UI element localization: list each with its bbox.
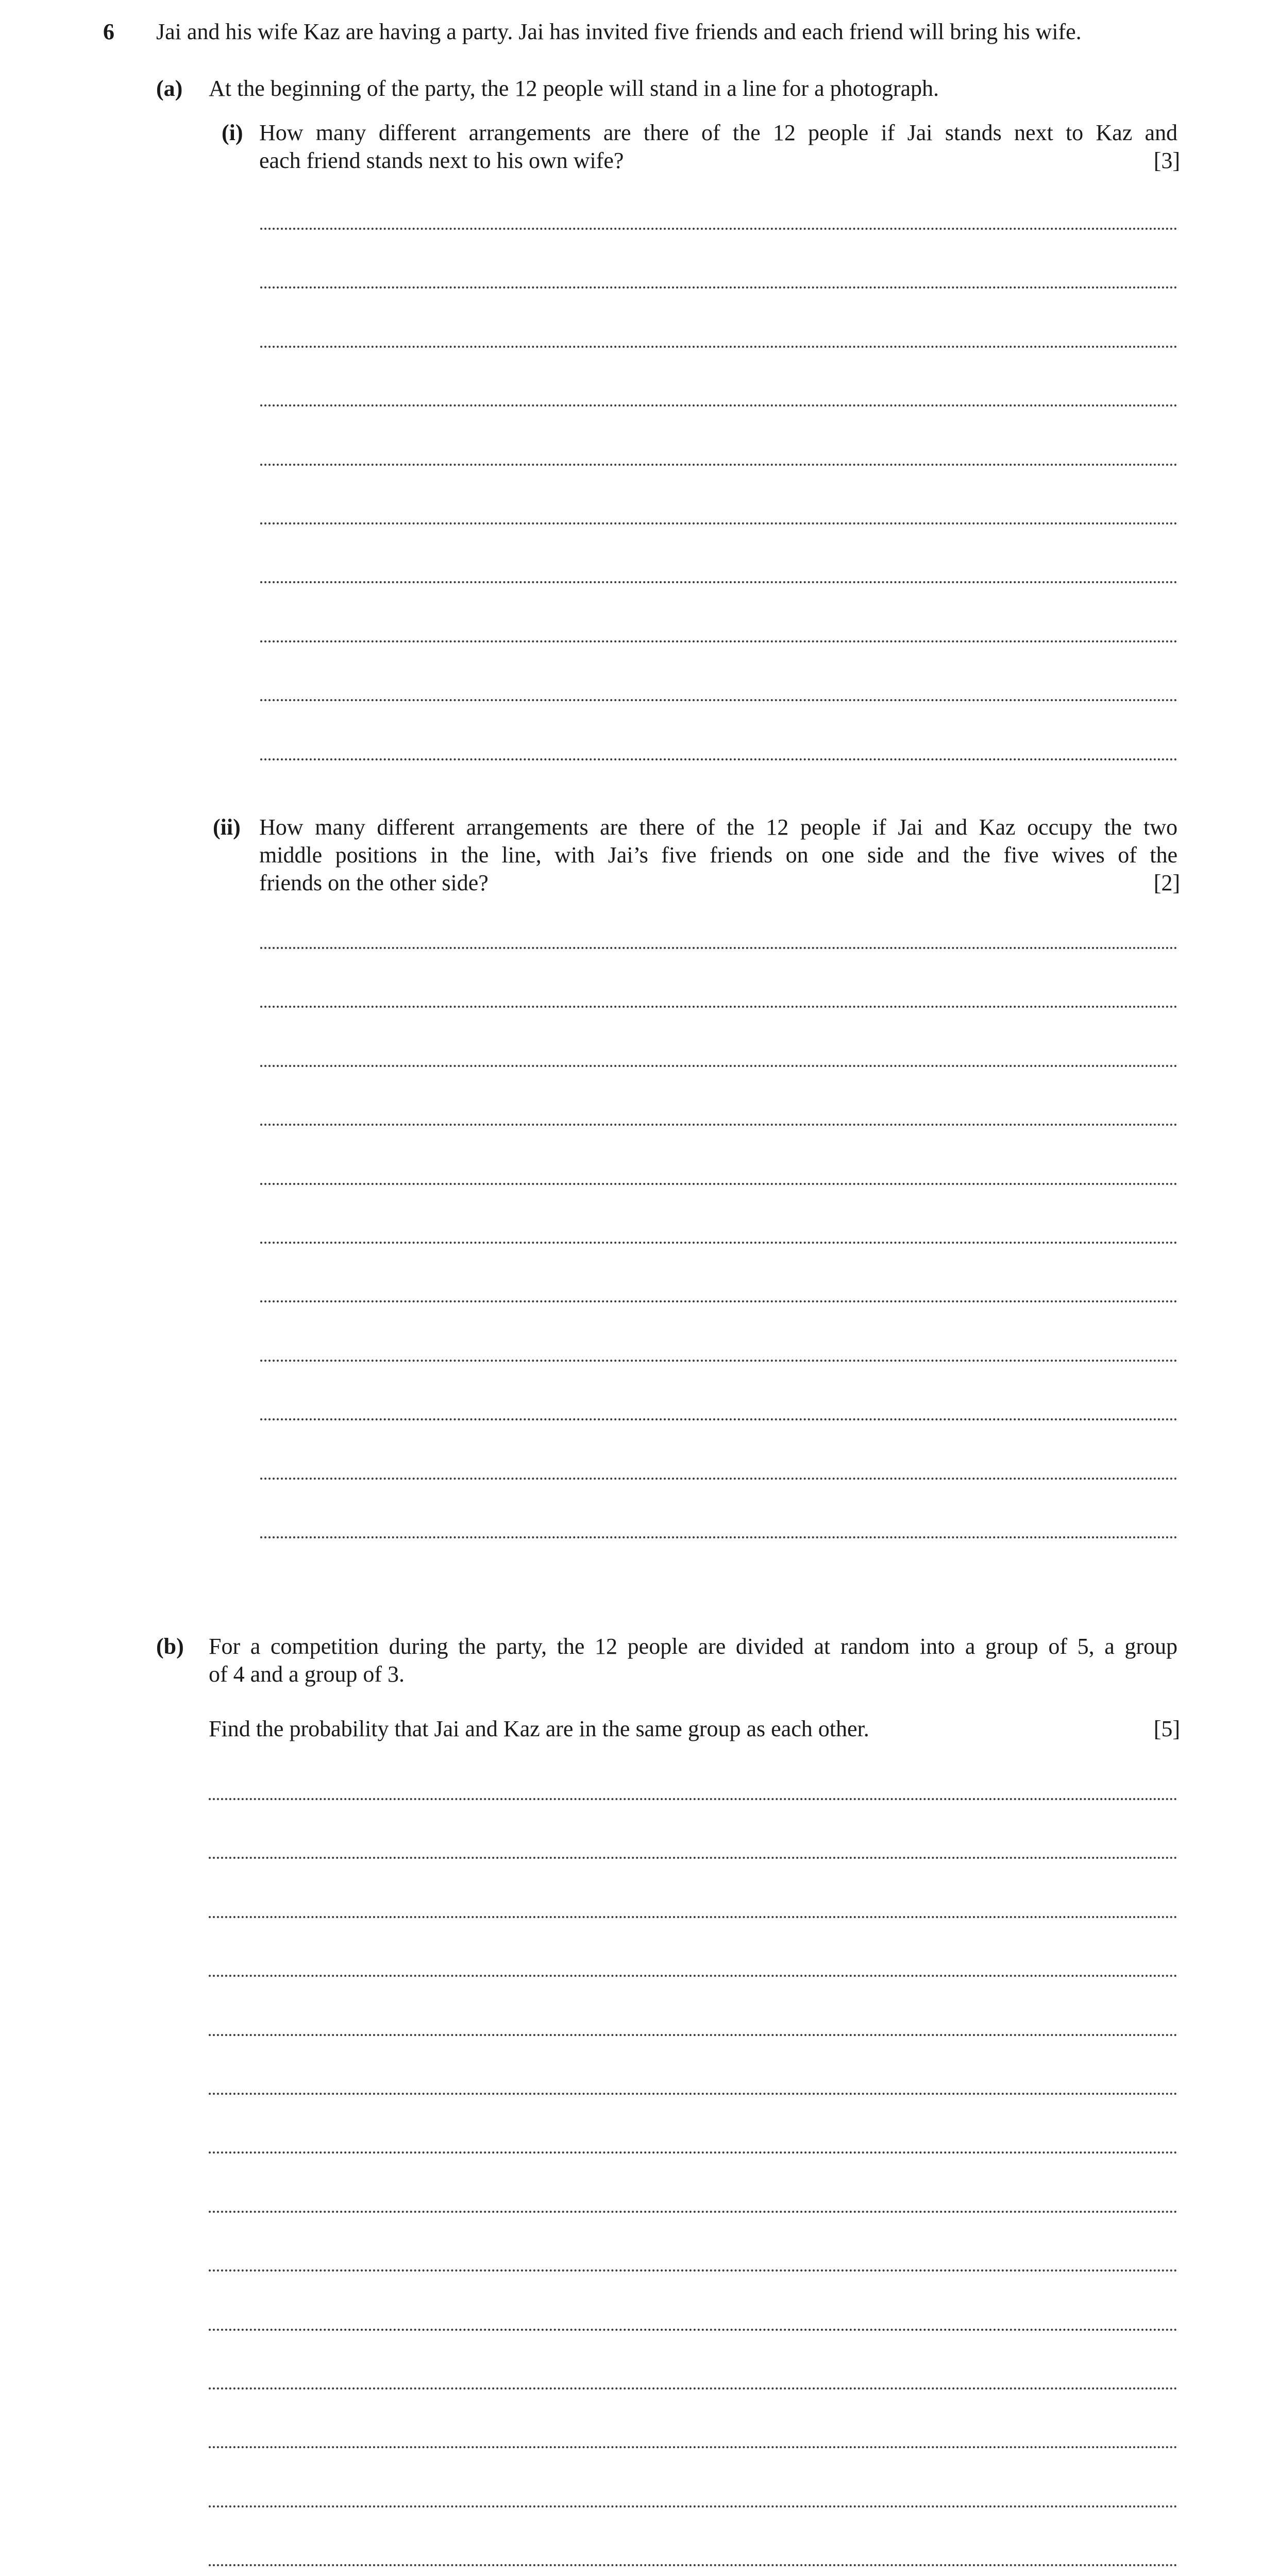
part-a-intro: At the beginning of the party, the 12 people will stand in a line for a photograph.	[209, 76, 939, 101]
answer-line[interactable]	[209, 2211, 1178, 2213]
answer-line[interactable]	[260, 464, 1178, 466]
sub-ii-line-3: friends on the other side?	[259, 870, 489, 895]
sub-i-line-1: How many different arrangements are there of the 12 people if Jai stands next to Kaz and	[259, 120, 1178, 145]
sub-ii-line-1: How many different arrangements are there of the 12 people if Jai and Kaz occupy the two	[259, 815, 1178, 840]
answer-line[interactable]	[209, 2034, 1178, 2036]
answer-line[interactable]	[209, 2446, 1178, 2448]
part-b-line-2: of 4 and a group of 3.	[209, 1662, 405, 1687]
answer-line[interactable]	[209, 2505, 1178, 2507]
answer-line[interactable]	[209, 1975, 1178, 1977]
answer-line[interactable]	[260, 228, 1178, 230]
question-number: 6	[103, 19, 114, 44]
answer-line[interactable]	[260, 1478, 1178, 1480]
part-a-label: (a)	[156, 76, 183, 101]
answer-line[interactable]	[260, 947, 1178, 949]
sub-i-line-2: each friend stands next to his own wife?	[259, 148, 624, 173]
answer-line[interactable]	[209, 2329, 1178, 2331]
answer-line[interactable]	[260, 1183, 1178, 1185]
answer-line[interactable]	[260, 758, 1178, 760]
answer-line[interactable]	[209, 2387, 1178, 2389]
sub-ii-label: (ii)	[213, 815, 241, 840]
sub-i-marks: [3]	[1153, 148, 1180, 173]
answer-line[interactable]	[260, 1360, 1178, 1362]
answer-line[interactable]	[260, 581, 1178, 583]
answer-line[interactable]	[209, 1798, 1178, 1800]
answer-line[interactable]	[260, 1242, 1178, 1244]
sub-ii-marks: [2]	[1153, 870, 1180, 895]
answer-line[interactable]	[260, 286, 1178, 289]
answer-line[interactable]	[260, 346, 1178, 348]
answer-line[interactable]	[260, 1418, 1178, 1420]
answer-line[interactable]	[209, 2564, 1178, 2566]
sub-ii-line-2: middle positions in the line, with Jai’s five friends on one side and the five wives of the	[259, 842, 1178, 868]
answer-line[interactable]	[260, 1065, 1178, 1067]
answer-line[interactable]	[260, 1536, 1178, 1538]
answer-line[interactable]	[260, 699, 1178, 701]
answer-line[interactable]	[260, 1300, 1178, 1302]
answer-line[interactable]	[260, 522, 1178, 524]
part-b-task: Find the probability that Jai and Kaz are in the same group as each other.	[209, 1716, 869, 1741]
sub-i-label: (i)	[222, 120, 243, 145]
answer-line[interactable]	[260, 640, 1178, 642]
answer-line[interactable]	[260, 404, 1178, 406]
answer-line[interactable]	[209, 2093, 1178, 2095]
part-b-marks: [5]	[1153, 1716, 1180, 1741]
answer-line[interactable]	[260, 1006, 1178, 1008]
answer-line[interactable]	[209, 1916, 1178, 1918]
answer-line[interactable]	[260, 1124, 1178, 1126]
question-stem: Jai and his wife Kaz are having a party. Jai has invited five friends and each friend will bring his wife.	[156, 19, 1082, 44]
part-b-label: (b)	[156, 1634, 184, 1659]
part-b-line-1: For a competition during the party, the 12 people are divided at random into a group of 5, a group	[209, 1634, 1178, 1659]
answer-line[interactable]	[209, 2269, 1178, 2272]
answer-line[interactable]	[209, 2151, 1178, 2154]
answer-line[interactable]	[209, 1857, 1178, 1859]
